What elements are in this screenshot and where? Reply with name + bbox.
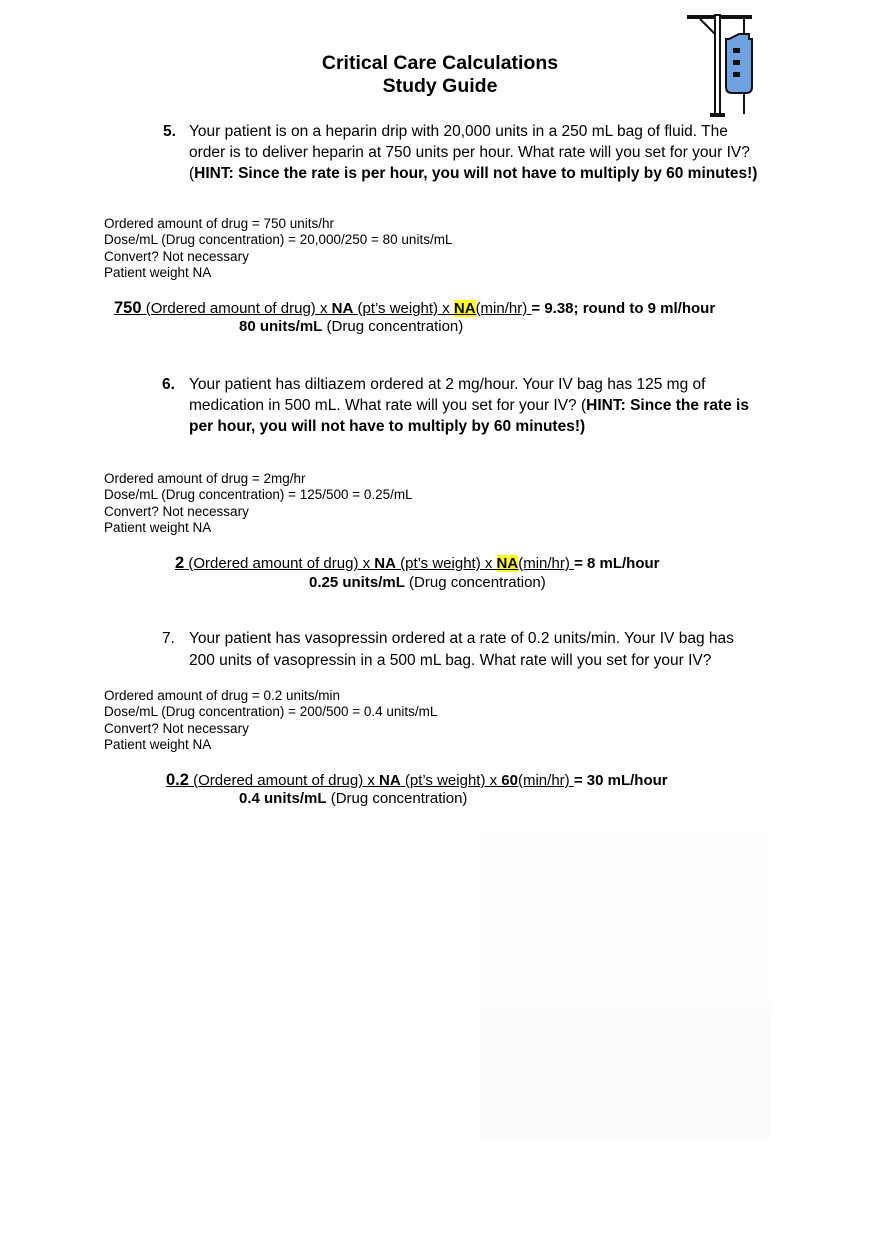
formula-text: (pt’s weight) x (353, 300, 454, 317)
question-line: Your patient is on a heparin drip with 20,000 units in a 250 mL bag of fluid. The (189, 123, 728, 140)
formula-dose: 2 (175, 554, 185, 572)
info-line: Patient weight NA (104, 520, 212, 535)
formula-text: (Drug concentration) (326, 790, 468, 807)
formula-text: (Ordered amount of drug) x (184, 555, 375, 572)
formula-result: = 9.38; round to 9 ml/hour (531, 300, 716, 317)
formula-numerator (166, 771, 668, 790)
background-shade (480, 800, 770, 1140)
hint-text: HINT: Since the rate is (586, 397, 749, 414)
info-line: Ordered amount of drug = 2mg/hr (104, 471, 306, 486)
formula-text: (pt’s weight) x (395, 555, 497, 572)
formula-weight: NA (374, 555, 396, 572)
formula-text: (pt’s weight) x (400, 772, 502, 789)
formula-dose: 0.2 (166, 771, 189, 789)
formula-weight: NA (331, 300, 354, 317)
formula-concentration: 0.4 units/mL (239, 790, 327, 807)
question-line: Your patient has diltiazem ordered at 2 mg/hour. Your IV bag has 125 mg of (189, 376, 706, 393)
formula-text: (Ordered amount of drug) x (188, 772, 380, 789)
formula-text: (Drug concentration) (404, 574, 546, 591)
info-line: Dose/mL (Drug concentration) = 20,000/250 = 80 units/mL (104, 232, 453, 247)
hint-text: HINT: Since the rate is per hour, you will not have to multiply by 60 minutes!) (194, 165, 758, 182)
question-number: 6. (162, 376, 175, 393)
formula-numerator (114, 299, 715, 318)
info-line: Patient weight NA (104, 737, 212, 752)
info-line: Dose/mL (Drug concentration) = 200/500 = 0.4 units/mL (104, 704, 438, 719)
formula-time: NA (453, 300, 476, 317)
question-hint: per hour, you will not have to multiply by 60 minutes!) (189, 418, 586, 435)
info-line: Convert? Not necessary (104, 721, 249, 736)
question-text: medication in 500 mL. What rate will you set for your IV? ( (189, 397, 587, 414)
question-line (189, 395, 749, 417)
formula-numerator (175, 554, 660, 573)
formula-time: NA (496, 555, 519, 572)
formula-text: (Ordered amount of drug) x (141, 300, 332, 317)
question-line: 200 units of vasopressin in a 500 mL bag. What rate will you set for your IV? (189, 652, 712, 669)
formula-denominator (239, 318, 463, 335)
info-line: Dose/mL (Drug concentration) = 125/500 = 0.25/mL (104, 487, 413, 502)
question-hint (189, 163, 757, 185)
formula-time: 60 (501, 772, 518, 789)
formula-concentration: 0.25 units/mL (309, 574, 405, 591)
formula-result: = 30 mL/hour (573, 772, 668, 789)
info-line: Convert? Not necessary (104, 249, 249, 264)
formula-dose: 750 (114, 299, 142, 317)
formula-text: (min/hr) (518, 555, 575, 572)
info-line: Ordered amount of drug = 0.2 units/min (104, 688, 341, 703)
iv-drip-bag-icon (682, 12, 764, 120)
formula-denominator (309, 574, 546, 591)
info-line: Ordered amount of drug = 750 units/hr (104, 216, 335, 231)
question-line: Your patient has vasopressin ordered at a rate of 0.2 units/min. Your IV bag has (189, 630, 734, 647)
formula-result: = 8 mL/hour (574, 555, 660, 572)
info-line: Convert? Not necessary (104, 504, 249, 519)
question-number: 5. (163, 123, 176, 140)
formula-text: (Drug concentration) (322, 318, 464, 335)
formula-concentration: 80 units/mL (239, 318, 323, 335)
formula-text: (min/hr) (475, 300, 532, 317)
question-number: 7. (162, 630, 175, 647)
hint-open-paren: ( (189, 165, 195, 182)
info-line: Patient weight NA (104, 265, 212, 280)
page-title: Critical Care Calculations (321, 52, 559, 74)
question-line: order is to deliver heparin at 750 units per hour. What rate will you set for your IV? (189, 144, 750, 161)
formula-denominator (239, 790, 467, 807)
page-subtitle: Study Guide (382, 75, 498, 97)
formula-text: (min/hr) (517, 772, 574, 789)
formula-weight: NA (379, 772, 401, 789)
